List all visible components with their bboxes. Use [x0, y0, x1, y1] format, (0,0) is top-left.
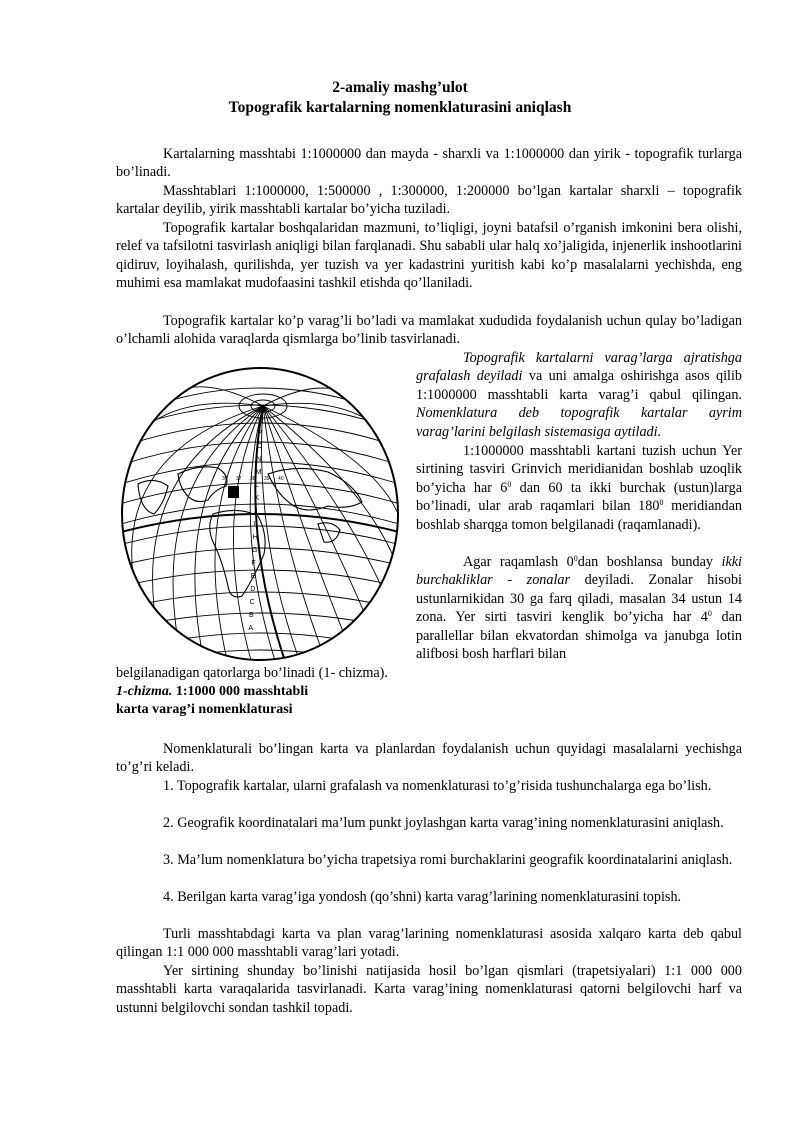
globe-row-letter: K [254, 495, 260, 502]
globe-row-letter: M [255, 469, 262, 476]
page-subtitle: Topografik kartalarning nomenklaturasini aniqlash [228, 99, 572, 116]
globe-column-number: 39 [264, 476, 270, 482]
globe-row-letter: B [249, 612, 254, 619]
globe-row-letter: O [256, 443, 263, 450]
figure-caption-line2: karta varag’i nomenklaturasi [116, 702, 293, 717]
globe-row-letter: G [252, 547, 258, 554]
paragraph-multi-sheet: Topografik kartalar ko’p varag’li bo’ladi va mamlakat xududida foydalanish uchun qulay bo’ladigan o’lchamli alohida varaqlarda qismlarga bo’linib tasvirlanadi. [116, 313, 742, 348]
globe-row-letter: I [253, 521, 256, 528]
paragraph-grafalash: Topografik kartalarni varag’larga ajratishga grafalash deyiladi va uni amalga oshirishga asos qilib 1:1000000 masshtabli karta varag’i qabul qilingan. Nomenklatura deb topografik kartalar ayrim varag’larini belgilash sistemasiga aytiladi. [416, 350, 742, 440]
paragraph-scale-types: Kartalarning masshtabi 1:1000000 dan mayda - sharxli va 1:1000000 dan yirik - topografik turlarga bo’linadi. [116, 146, 742, 181]
globe-row-letter: N [256, 456, 262, 463]
globe-row-letter: J [253, 508, 258, 515]
task-item-3: 3. Ma’lum nomenklatura bo’yicha trapetsiya romi burchaklarini geografik koordinatalarini aniqlash. [163, 852, 733, 868]
grafalash-definition: Topografik kartalarni varag’larga ajratishga grafalash deyiladi [416, 350, 742, 385]
task-item-1: 1. Topografik kartalar, ularni grafalash va nomenklaturasi to’g’risida tushunchalarga ega bo’lish. [163, 778, 712, 794]
globe-row-letter: C [249, 599, 255, 606]
globe-column-number: 38 [250, 476, 256, 482]
highlighted-sheet [228, 486, 239, 498]
paragraph-rows-continuation: belgilanadigan qatorlarga bo’linadi (1- chizma). [116, 665, 388, 681]
paragraph-columns: 1:1000000 masshtabli kartani tuzish uchun Yer sirtining tasviri Grinvich meridianidan boshlab uzoqlik bo’yicha har $6^0$ dan 60 ta ikki burchak (ustun)larga bo’linadi, ular arab raqamlari bilan $180^0$ meridiandan boshlab sharqga tomon belgilanadi (raqamlanadi). [416, 443, 742, 533]
paragraph-topographic-maps: Topografik kartalar boshqalaridan mazmuni, to’liqligi, joyni batafsil o’rganish imkonini bera olishi, relef va tafsilotni tasvirlash aniqligi bilan farqlanadi. Shu sababli ular halq xo’jaligida, injenerlik inshootlarini qidiruv, loyihalash, qurilishda, yer tuzish va yer kadastrini yuritish kabi ko’p masalalarni yechishda, eng muhimi esa mamlakat mudofaasini tashkil etishda qo’llaniladi. [116, 220, 742, 292]
paragraph-survey-maps: Masshtablari 1:1000000, 1:500000 , 1:300000, 1:200000 bo’lgan kartalar sharxli – topografik kartalar deyilib, yirik masshtabli kartalar bo’yicha tuziladi. [116, 183, 742, 218]
globe-row-letter: E [250, 573, 256, 580]
paragraph-tasks-intro: Nomenklaturali bo’lingan karta va planlardan foydalanish uchun quyidagi masalalarni yechishga to’g’ri keladi. [116, 741, 742, 776]
task-item-4: 4. Berilgan karta varag’iga yondosh (qo’shni) karta varag’larining nomenklaturasini topish. [163, 889, 682, 905]
globe-row-letter: P [257, 430, 263, 437]
globe-column-number: 37 [236, 476, 242, 482]
globe-grid-icon [118, 364, 403, 664]
globe-row-letter: H [252, 534, 258, 541]
globe-row-letter: L [255, 482, 259, 489]
globe-row-letter: D [250, 586, 256, 593]
figure-caption-label: 1-chizma. [116, 684, 173, 699]
task-item-2: 2. Geografik koordinatalari ma’lum punkt joylashgan karta varag’ining nomenklaturasini aniqlash. [163, 815, 724, 831]
paragraph-trapezoids: Yer sirtining shunday bo’linishi natijasida hosil bo’lgan qismlari (trapetsiyalari) 1:1 000 000 masshtabli karta varaqalarida tasvirlanadi. Karta varag’ining nomenklaturasi qatorni belgilovchi harf va ustunni belgilovchi sondan tashkil topadi. [116, 963, 742, 1016]
paragraph-zones: Agar raqamlash $0^0dan$ boshlansa bunday ikki burchakliklar - zonalar deyiladi. Zonalar hisobi ustunlarnikidan 30 ga farq qiladi, masalan 34 ustun 14 zona. Yer sirti tasviri kenglik bo’yicha har $4^0$ dan parallellar bilan ekvatordan shimolga va janubga lotin alifbosi bosh harflari bilan [416, 554, 742, 663]
globe-column-number: 36 [222, 476, 228, 482]
figure-caption: 1-chizma. 1:1000 000 masshtabli [116, 684, 309, 699]
globe-column-number: 40 [278, 476, 284, 482]
globe-row-letter: A [248, 625, 254, 632]
page-title: 2-amaliy mashg’ulot [332, 79, 468, 96]
globe-row-letter: Q [258, 417, 264, 424]
globe-row-letter: F [251, 560, 256, 567]
paragraph-international-map: Turli masshtabdagi karta va plan varag’larining nomenklaturasi asosida xalqaro karta deb qabul qilingan 1:1 000 000 masshtabli varag’lari yotadi. [116, 926, 742, 961]
nomenklatura-definition: Nomenklatura deb topografik kartalar ayrim varag’larini belgilash sistemasiga aytiladi. [416, 405, 742, 440]
